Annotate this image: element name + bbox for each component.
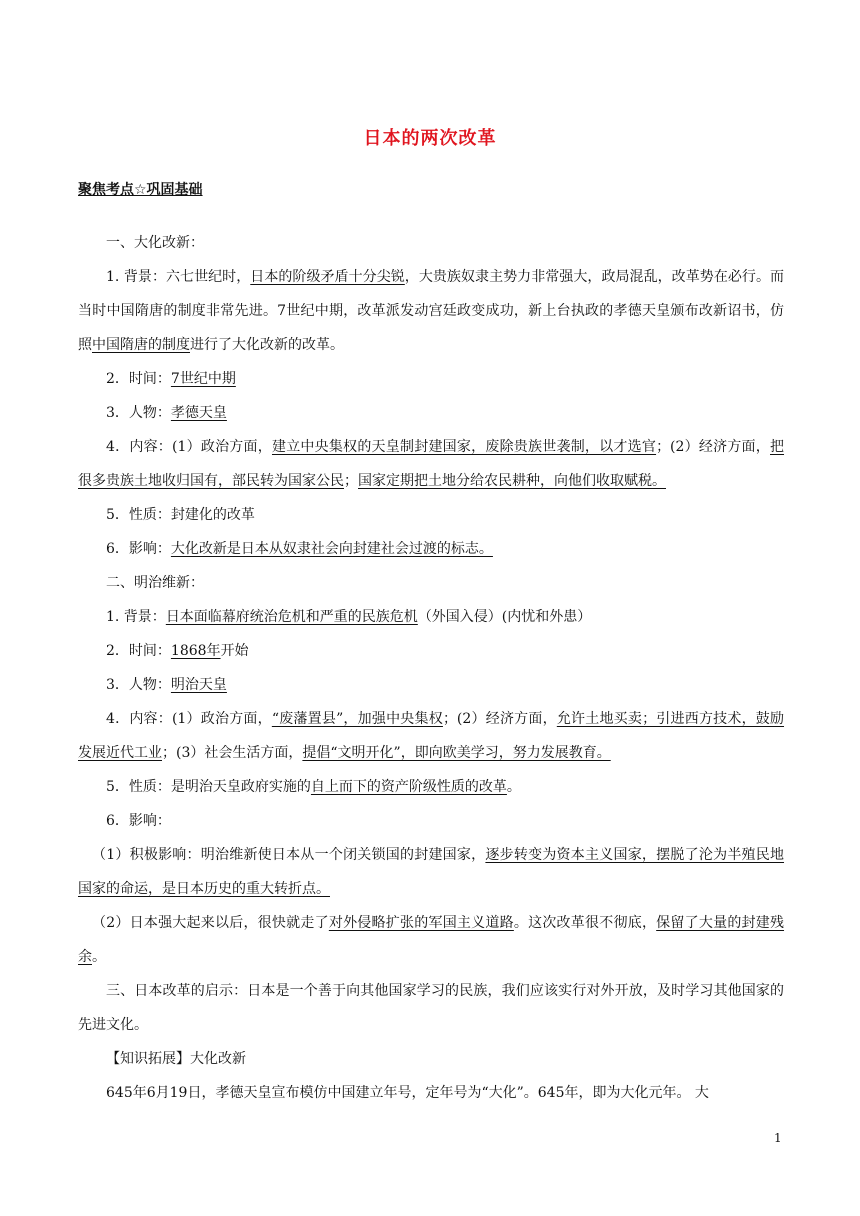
document-body <box>78 226 784 1110</box>
page-number: 1 <box>774 1131 782 1145</box>
s2-impact-negative: （2）日本强大起来以后，很快就走了对外侵略扩张的军国主义道路。这次改革很不彻底，保留了大量的封建残余。 <box>78 915 785 965</box>
section-heading: 聚焦考点☆巩固基础 <box>78 182 203 198</box>
s1-nature: 5．性质：封建化的改革 <box>106 507 255 523</box>
s2-background: 1. 背景：日本面临幕府统治危机和严重的民族危机（外国入侵）(内忧和外患） <box>106 609 592 625</box>
page-title: 日本的两次改革 <box>363 128 497 149</box>
s2-nature: 5．性质：是明治天皇政府实施的自上而下的资产阶级性质的改革。 <box>106 779 521 795</box>
s1-impact: 6．影响：大化改新是日本从奴隶社会向封建社会过渡的标志。 <box>106 541 493 557</box>
s3-lesson: 三、日本改革的启示：日本是一个善于向其他国家学习的民族，我们应该实行对外开放，及时学习其他国家的先进文化。 <box>78 983 784 1033</box>
s1-background: 1. 背景：六七世纪时，日本的阶级矛盾十分尖锐，大贵族奴隶主势力非常强大，政局混乱，改革势在必行。而当时中国隋唐的制度非常先进。7世纪中期，改革派发动宫廷政变成功，新上台执政的孝德天皇颁布改新诏书，仿照中国隋唐的制度进行了大化改新的改革。 <box>78 269 785 353</box>
knowledge-extension-label: 【知识拓展】大化改新 <box>106 1051 246 1067</box>
s1-person: 3．人物：孝德天皇 <box>106 405 227 421</box>
s1-content: 4．内容：(1）政治方面，建立中央集权的天皇制封建国家，废除贵族世袭制，以才选官；(2）经济方面，把很多贵族土地收归国有，部民转为国家公民；国家定期把土地分给农民耕种，向他们收取赋税。 <box>78 439 785 489</box>
s2-impact-positive: （1）积极影响：明治维新使日本从一个闭关锁国的封建国家，逐步转变为资本主义国家，摆脱了沦为半殖民地国家的命运，是日本历史的重大转折点。 <box>78 847 785 897</box>
s2-time: 2．时间：1868年开始 <box>106 643 249 659</box>
s2-heading: 二、明治维新： <box>106 575 204 591</box>
s2-person: 3．人物：明治天皇 <box>106 677 227 693</box>
s2-impact-heading: 6．影响： <box>106 813 171 829</box>
knowledge-extension-text: 645年6月19日，孝德天皇宣布模仿中国建立年号，定年号为“大化”。645年，即为大化元年。 大 <box>106 1085 709 1101</box>
s1-heading: 一、大化改新： <box>106 235 204 251</box>
s1-time: 2．时间：7世纪中期 <box>106 371 236 387</box>
s2-content: 4．内容：(1）政治方面，“废藩置县”，加强中央集权；(2）经济方面，允许土地买卖；引进西方技术，鼓励发展近代工业；(3）社会生活方面，提倡“文明开化”，即向欧美学习，努力发展教育。 <box>78 711 785 761</box>
